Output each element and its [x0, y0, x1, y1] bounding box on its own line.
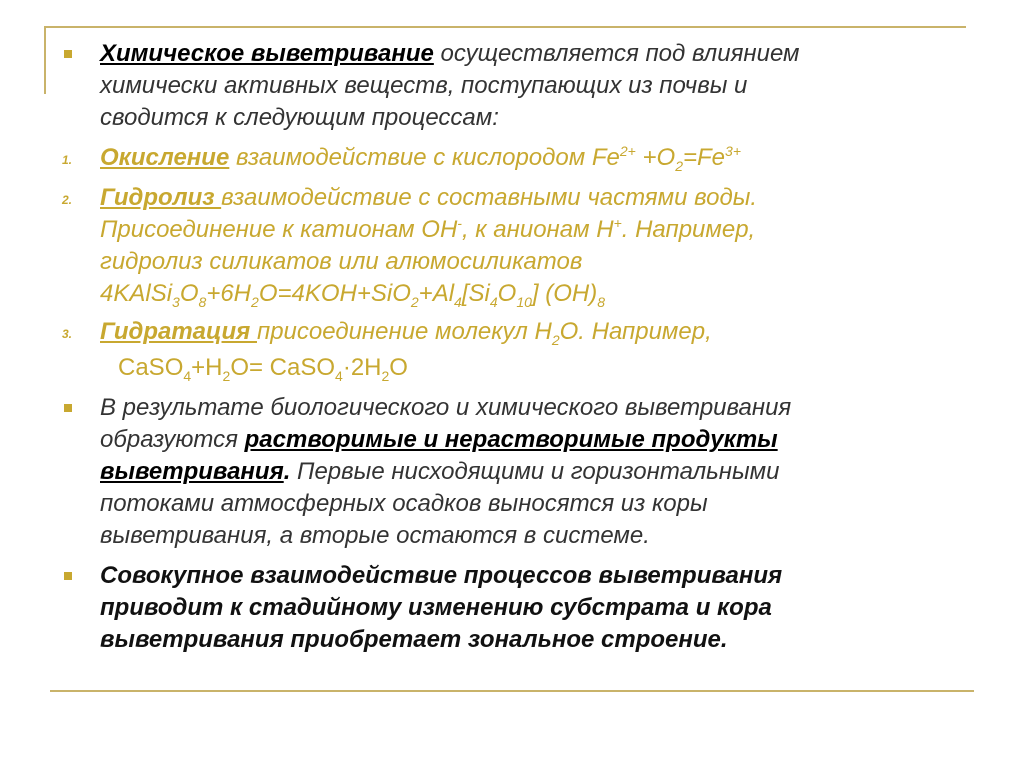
term-chemical-weathering: Химическое выветривание — [100, 40, 434, 67]
top-border-line — [44, 26, 966, 28]
bullet-chemical-weathering: Химическое выветривание осуществляется под влиянием химически активных веществ, поступающих из почвы и сводится к следующим процессам: — [60, 38, 960, 134]
number-marker: 2. — [62, 193, 73, 207]
numbered-hydrolysis: 2. Гидролиз взаимодействие с составными частями воды. Присоединение к катионам OH-, к анионам H+. Например, гидролиз силикатов или алюмосиликатов $4KAlSi_3O_8+6H_2O=4KOH+SiO_2+Al_4[Si_4O_{10}]$ $(OH)_8$ — [60, 182, 960, 310]
square-bullet-icon — [64, 404, 72, 412]
term-oxidation: Окисление — [100, 144, 230, 171]
term-hydrolysis: Гидролиз — [100, 184, 222, 211]
square-bullet-icon — [64, 572, 72, 580]
numbered-oxidation: 1. Окисление взаимодействие с кислородом $Fe^{2+} +O_2=Fe^{3+}$ — [60, 142, 960, 174]
bullet-weathering-products: В результате биологического и химического выветривания образуются растворимые и нерастворимые продукты выветривания. Первые нисходящими и горизонтальными потоками атмосферных осадков выносятся из коры выветривания, а вторые остаются в системе. — [60, 392, 960, 552]
slide-content — [60, 38, 960, 656]
hydrolysis-formula: $4KAlSi_3O_8+6H_2O=4KOH+SiO_2+Al_4[Si_4O_{10}]$ $(OH)_8$ — [100, 280, 606, 310]
bottom-border-line — [50, 690, 974, 692]
term-soluble-products: растворимые и нерастворимые продукты — [244, 426, 778, 453]
hydration-formula: $CaSO_4+H_2O=$ $CaSO_4\cdot 2H_2O$ — [118, 354, 408, 384]
numbered-hydration: 3. Гидратация присоединение молекул $H_2O$. Например, $CaSO_4+H_2O=$ $CaSO_4\cdot 2H_2O$ — [60, 316, 960, 384]
number-marker: 3. — [62, 327, 73, 341]
number-marker: 1. — [62, 153, 73, 167]
bullet-zonal-structure: Совокупное взаимодействие процессов выветривания приводит к стадийному изменению субстрата и кора выветривания приобретает зональное строение. — [60, 560, 960, 656]
left-border-line — [44, 26, 46, 94]
square-bullet-icon — [64, 50, 72, 58]
term-hydration: Гидратация — [100, 318, 257, 345]
